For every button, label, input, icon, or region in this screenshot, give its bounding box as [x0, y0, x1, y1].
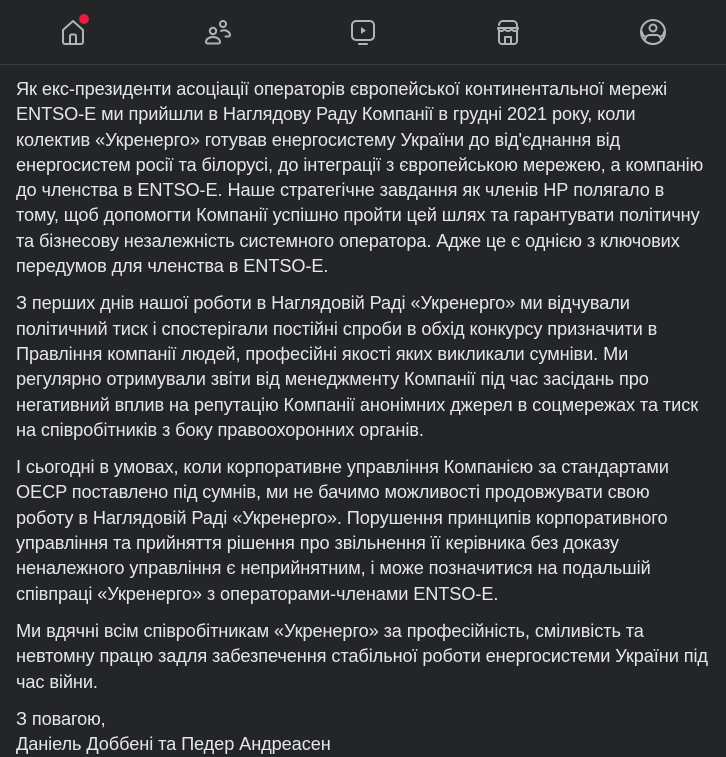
profile-icon [637, 16, 669, 48]
post-signoff [16, 707, 710, 757]
marketplace-icon [492, 16, 524, 48]
nav-tab-watch[interactable] [333, 6, 393, 58]
nav-tab-marketplace[interactable] [478, 6, 538, 58]
notification-dot [79, 14, 89, 24]
post-paragraph: Як екс-президенти асоціації операторів європейської континентальної мережі ENTSO-E ми прийшли в Наглядову Раду Компанії в грудні 2021 року, коли колектив «Укренерго» готував енергосистему України до від'єднання від енергосистем росії та білорусі, до інтеграції з європейською мережею, а компанію до членства в ENTSO-E. Наше стратегічне завдання як членів НР полягало в тому, щоб допомогти Компанії успішно пройти цей шлях та гарантувати політичну та бізнесову незалежність системного оператора. Адже це є однією з ключових передумов для членства в ENTSO-E. [16, 79, 704, 277]
nav-tab-profile[interactable] [623, 6, 683, 58]
nav-tab-home[interactable] [43, 6, 103, 58]
signature-line: Даніель Доббені та Педер Андреасен [16, 734, 331, 755]
post-paragraph: З перших днів нашої роботи в Наглядовій Раді «Укренерго» ми відчували політичний тиск і спостерігали постійні спроби в обхід конкурсу призначити в Правління компанії людей, професійні якості яких викликали сумніви. Ми регулярно отримували звіти від менеджменту Компанії під час засідань про негативний вплив на репутацію Компанії анонімних джерел в соцмережах та тиск на співробітників з боку правоохоронних органів. [16, 293, 699, 440]
friends-icon [202, 16, 234, 48]
post-paragraph: І сьогодні в умовах, коли корпоративне управління Компанією за стандартами OECP поставлено під сумнів, ми не бачимо можливості продовжувати свою роботу в Наглядовій Раді «Укренерго». Порушення принципів корпоративного управління та прийняття рішення про звільнення її керівника без доказу неналежного управління є неприйнятним, і може позначитися на подальшій співпраці «Укренерго» з операторами-членами ENTSO-E. [16, 457, 669, 604]
post-text [0, 65, 726, 757]
video-icon [347, 16, 379, 48]
post-paragraph: Ми вдячні всім співробітникам «Укренерго» за професійність, сміливість та невтомну працю задля забезпечення стабільної роботи енергосистеми України під час війни. [16, 620, 708, 692]
top-navigation-bar [0, 0, 726, 65]
closing-line: З повагою, [16, 708, 106, 729]
nav-tab-friends[interactable] [188, 6, 248, 58]
